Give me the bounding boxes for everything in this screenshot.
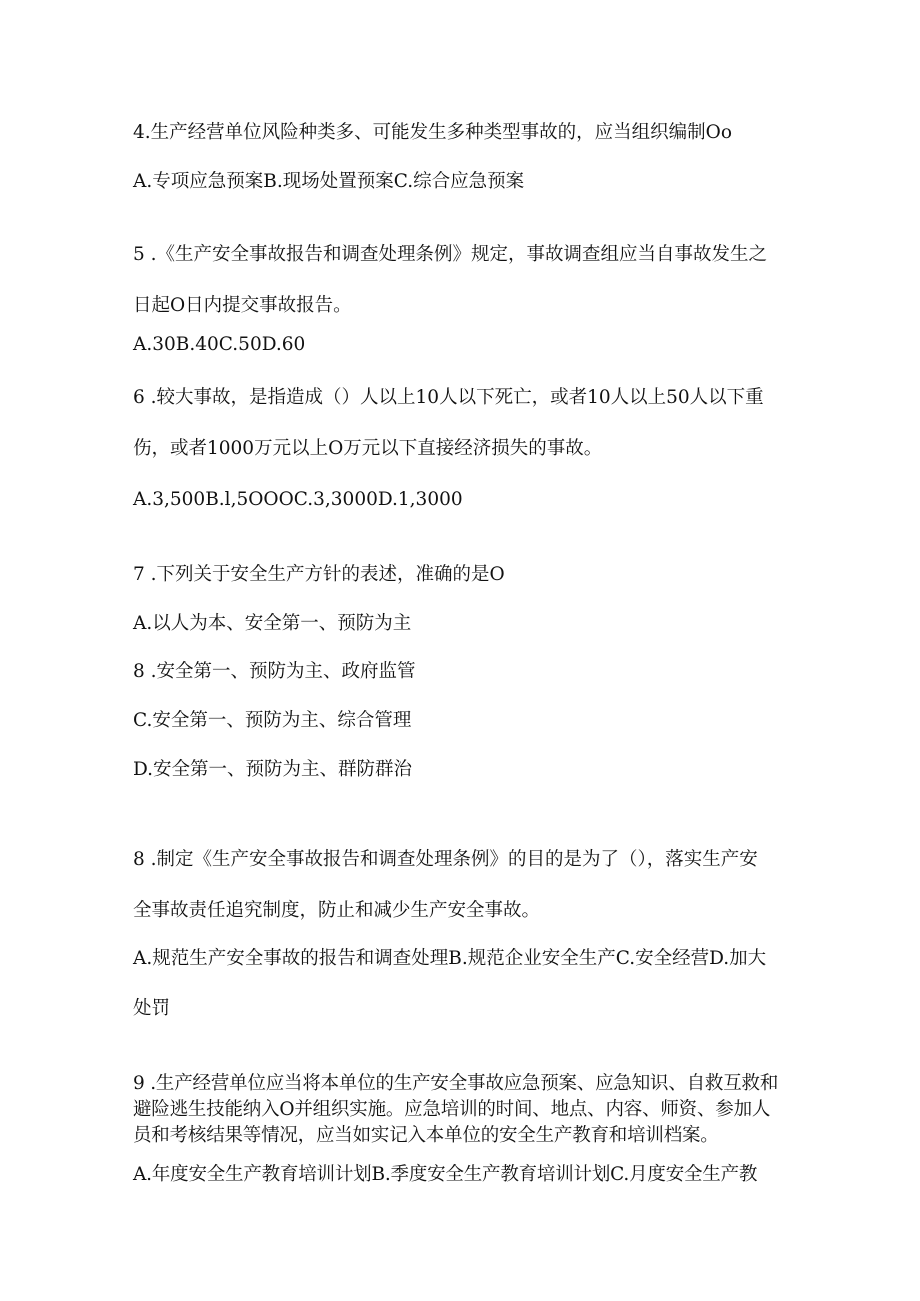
question-8-text-line-2: 全事故责任追究制度，防止和减少生产安全事故。 bbox=[133, 900, 541, 921]
question-8-text-line-1: 8 .制定《生产安全事故报告和调查处理条例》的目的是为了（），落实生产安 bbox=[133, 849, 758, 870]
question-8-options-line-2: 处罚 bbox=[133, 998, 171, 1019]
question-7-option-b: 8 .安全第一、预防为主、政府监管 bbox=[133, 661, 416, 682]
question-6-text-line-2: 伤，或者1000万元以上O万元以下直接经济损失的事故。 bbox=[133, 438, 603, 459]
question-6-options: A.3,500B.l,5OOOC.3,3000D.1,3000 bbox=[133, 489, 463, 510]
question-7-option-a: A.以人为本、安全第一、预防为主 bbox=[133, 613, 412, 634]
question-9-text-line-1: 9 .生产经营单位应当将本单位的生产安全事故应急预案、应急知识、自救互救和 bbox=[133, 1073, 779, 1094]
question-7-text: 7 .下列关于安全生产方针的表述，准确的是O bbox=[133, 564, 505, 585]
question-5-options: A.30B.40C.50D.60 bbox=[133, 334, 306, 355]
question-9-options: A.年度安全生产教育培训计划B.季度安全生产教育培训计划C.月度安全生产教 bbox=[133, 1164, 758, 1185]
question-5-text-line-2: 日起O日内提交事故报告。 bbox=[133, 295, 352, 316]
question-4-options: A.专项应急预案B.现场处置预案C.综合应急预案 bbox=[133, 171, 525, 192]
question-4-text: 4.生产经营单位风险种类多、可能发生多种类型事故的，应当组织编制Oo bbox=[133, 122, 732, 143]
question-6-text-line-1: 6 .较大事故，是指造成（）人以上10人以下死亡，或者10人以上50人以下重 bbox=[133, 387, 764, 408]
question-9-text-line-3: 员和考核结果等情况，应当如实记入本单位的安全生产教育和培训档案。 bbox=[133, 1125, 719, 1146]
question-5-text-line-1: 5 .《生产安全事故报告和调查处理条例》规定，事故调查组应当自事故发生之 bbox=[133, 244, 768, 265]
question-9-text-line-2: 避险逃生技能纳入O并组织实施。应急培训的时间、地点、内容、师资、参加人 bbox=[133, 1099, 771, 1120]
question-7-option-c: C.安全第一、预防为主、综合管理 bbox=[133, 710, 412, 731]
question-7-option-d: D.安全第一、预防为主、群防群治 bbox=[133, 759, 413, 780]
question-8-options-line-1: A.规范生产安全事故的报告和调查处理B.规范企业安全生产C.安全经营D.加大 bbox=[133, 948, 767, 969]
